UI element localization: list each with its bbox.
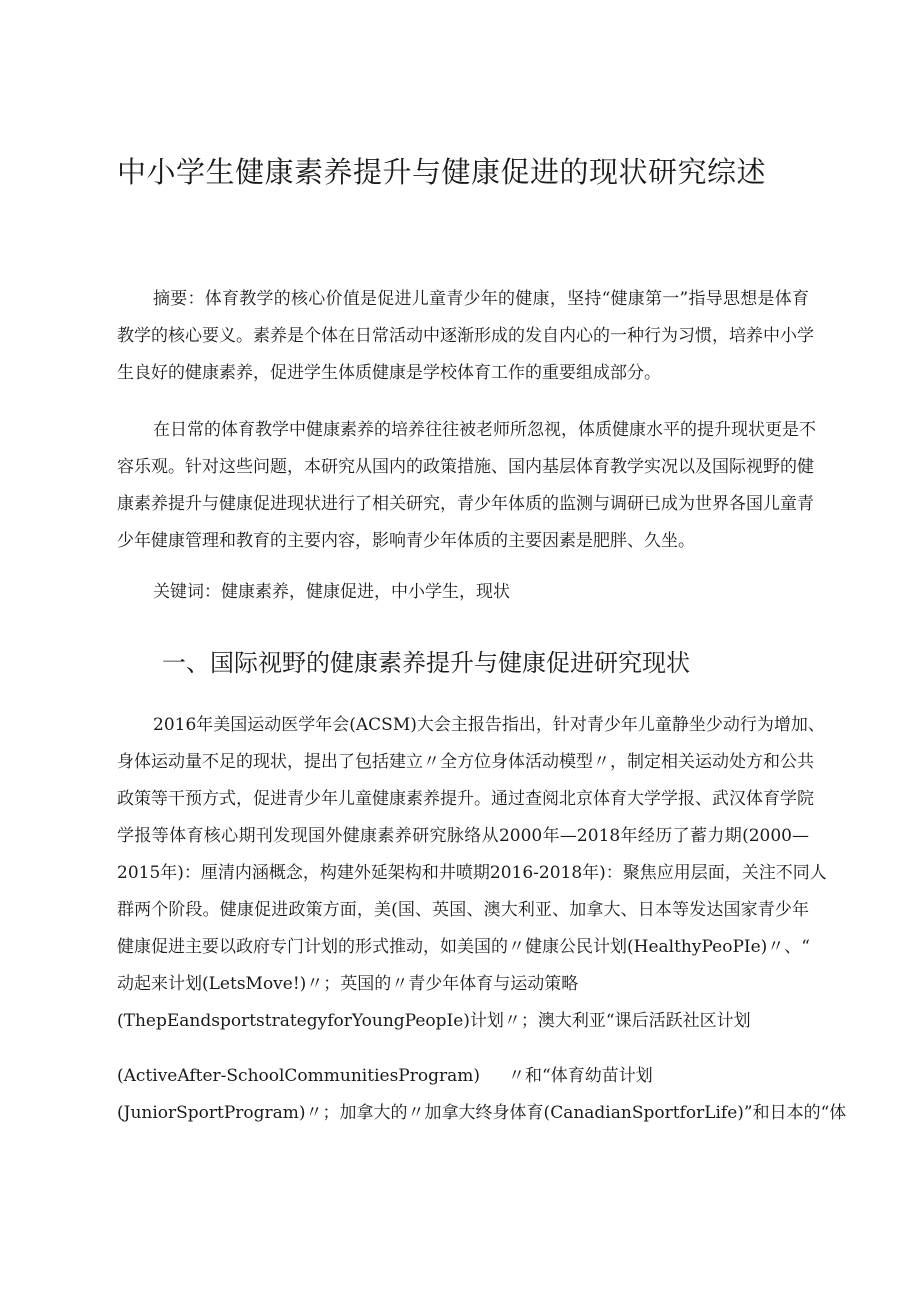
paragraph-line: 康素养提升与健康促进现状进行了相关研究，青少年体质的监测与调研已成为世界各国儿童青 (117, 494, 814, 514)
paragraph-line: (JuniorSportProgram)〃；加拿大的〃加拿大终身体育(CanadianSportforLife)”和日本的“体 (117, 1103, 847, 1123)
paragraph-line: (ActiveAfter-SchoolCommunitiesProgram) (117, 1066, 480, 1086)
paragraph-line: 容乐观。针对这些问题，本研究从国内的政策措施、国内基层体育教学实况以及国际视野的健 (117, 457, 814, 477)
paragraph-line: 身体运动量不足的现状，提出了包括建立〃全方位身体活动模型〃，制定相关运动处方和公共 (117, 752, 814, 772)
paragraph-line: 政策等干预方式，促进青少年儿童健康素养提升。通过查阅北京体育大学学报、武汉体育学院 (117, 789, 814, 809)
paragraph-line: 2015年)：厘清内涵概念，构建外延架构和井喷期2016-2018年)：聚焦应用层面，关注不同人 (117, 863, 827, 883)
paragraph-line: 群两个阶段。健康促进政策方面，美(国、英国、澳大利亚、加拿大、日本等发达国家青少年 (117, 900, 809, 920)
keywords-line: 关键词：健康素养，健康促进，中小学生，现状 (153, 582, 510, 602)
paragraph-line: 学报等体育核心期刊发现国外健康素养研究脉络从2000年—2018年经历了蓄力期(2000— (117, 826, 809, 846)
paragraph-line: 健康促进主要以政府专门计划的形式推动，如美国的〃健康公民计划(HealthyPeoPIe)〃、“ (117, 937, 810, 957)
paragraph-line: 在日常的体育教学中健康素养的培养往往被老师所忽视，体质健康水平的提升现状更是不 (153, 420, 816, 440)
paragraph-line: 2016年美国运动医学年会(ACSM)大会主报告指出，针对青少年儿童静坐少动行为增加、 (153, 715, 825, 735)
paragraph-line: (ThepEandsportstrategyforYoungPeopIe)计划〃；澳大利亚“课后活跃社区计划 (117, 1011, 751, 1031)
paragraph-line: 少年健康管理和教育的主要内容，影响青少年体质的主要因素是肥胖、久坐。 (117, 531, 695, 551)
paragraph-line: 动起来计划(LetsMove!)〃；英国的〃青少年体育与运动策略 (117, 974, 579, 994)
section-heading: 一、国际视野的健康素养提升与健康促进研究现状 (162, 649, 690, 677)
paragraph-line: 〃和“体育幼苗计划 (508, 1066, 653, 1086)
abstract-line: 摘要：体育教学的核心价值是促进儿童青少年的健康，坚持“健康第一”指导思想是体育 (153, 289, 809, 309)
abstract-line: 教学的核心要义。素养是个体在日常活动中逐渐形成的发自内心的一种行为习惯，培养中小学 (117, 326, 814, 346)
document-title: 中小学生健康素养提升与健康促进的现状研究综述 (117, 155, 767, 189)
abstract-line: 生良好的健康素养，促进学生体质健康是学校体育工作的重要组成部分。 (117, 363, 661, 383)
